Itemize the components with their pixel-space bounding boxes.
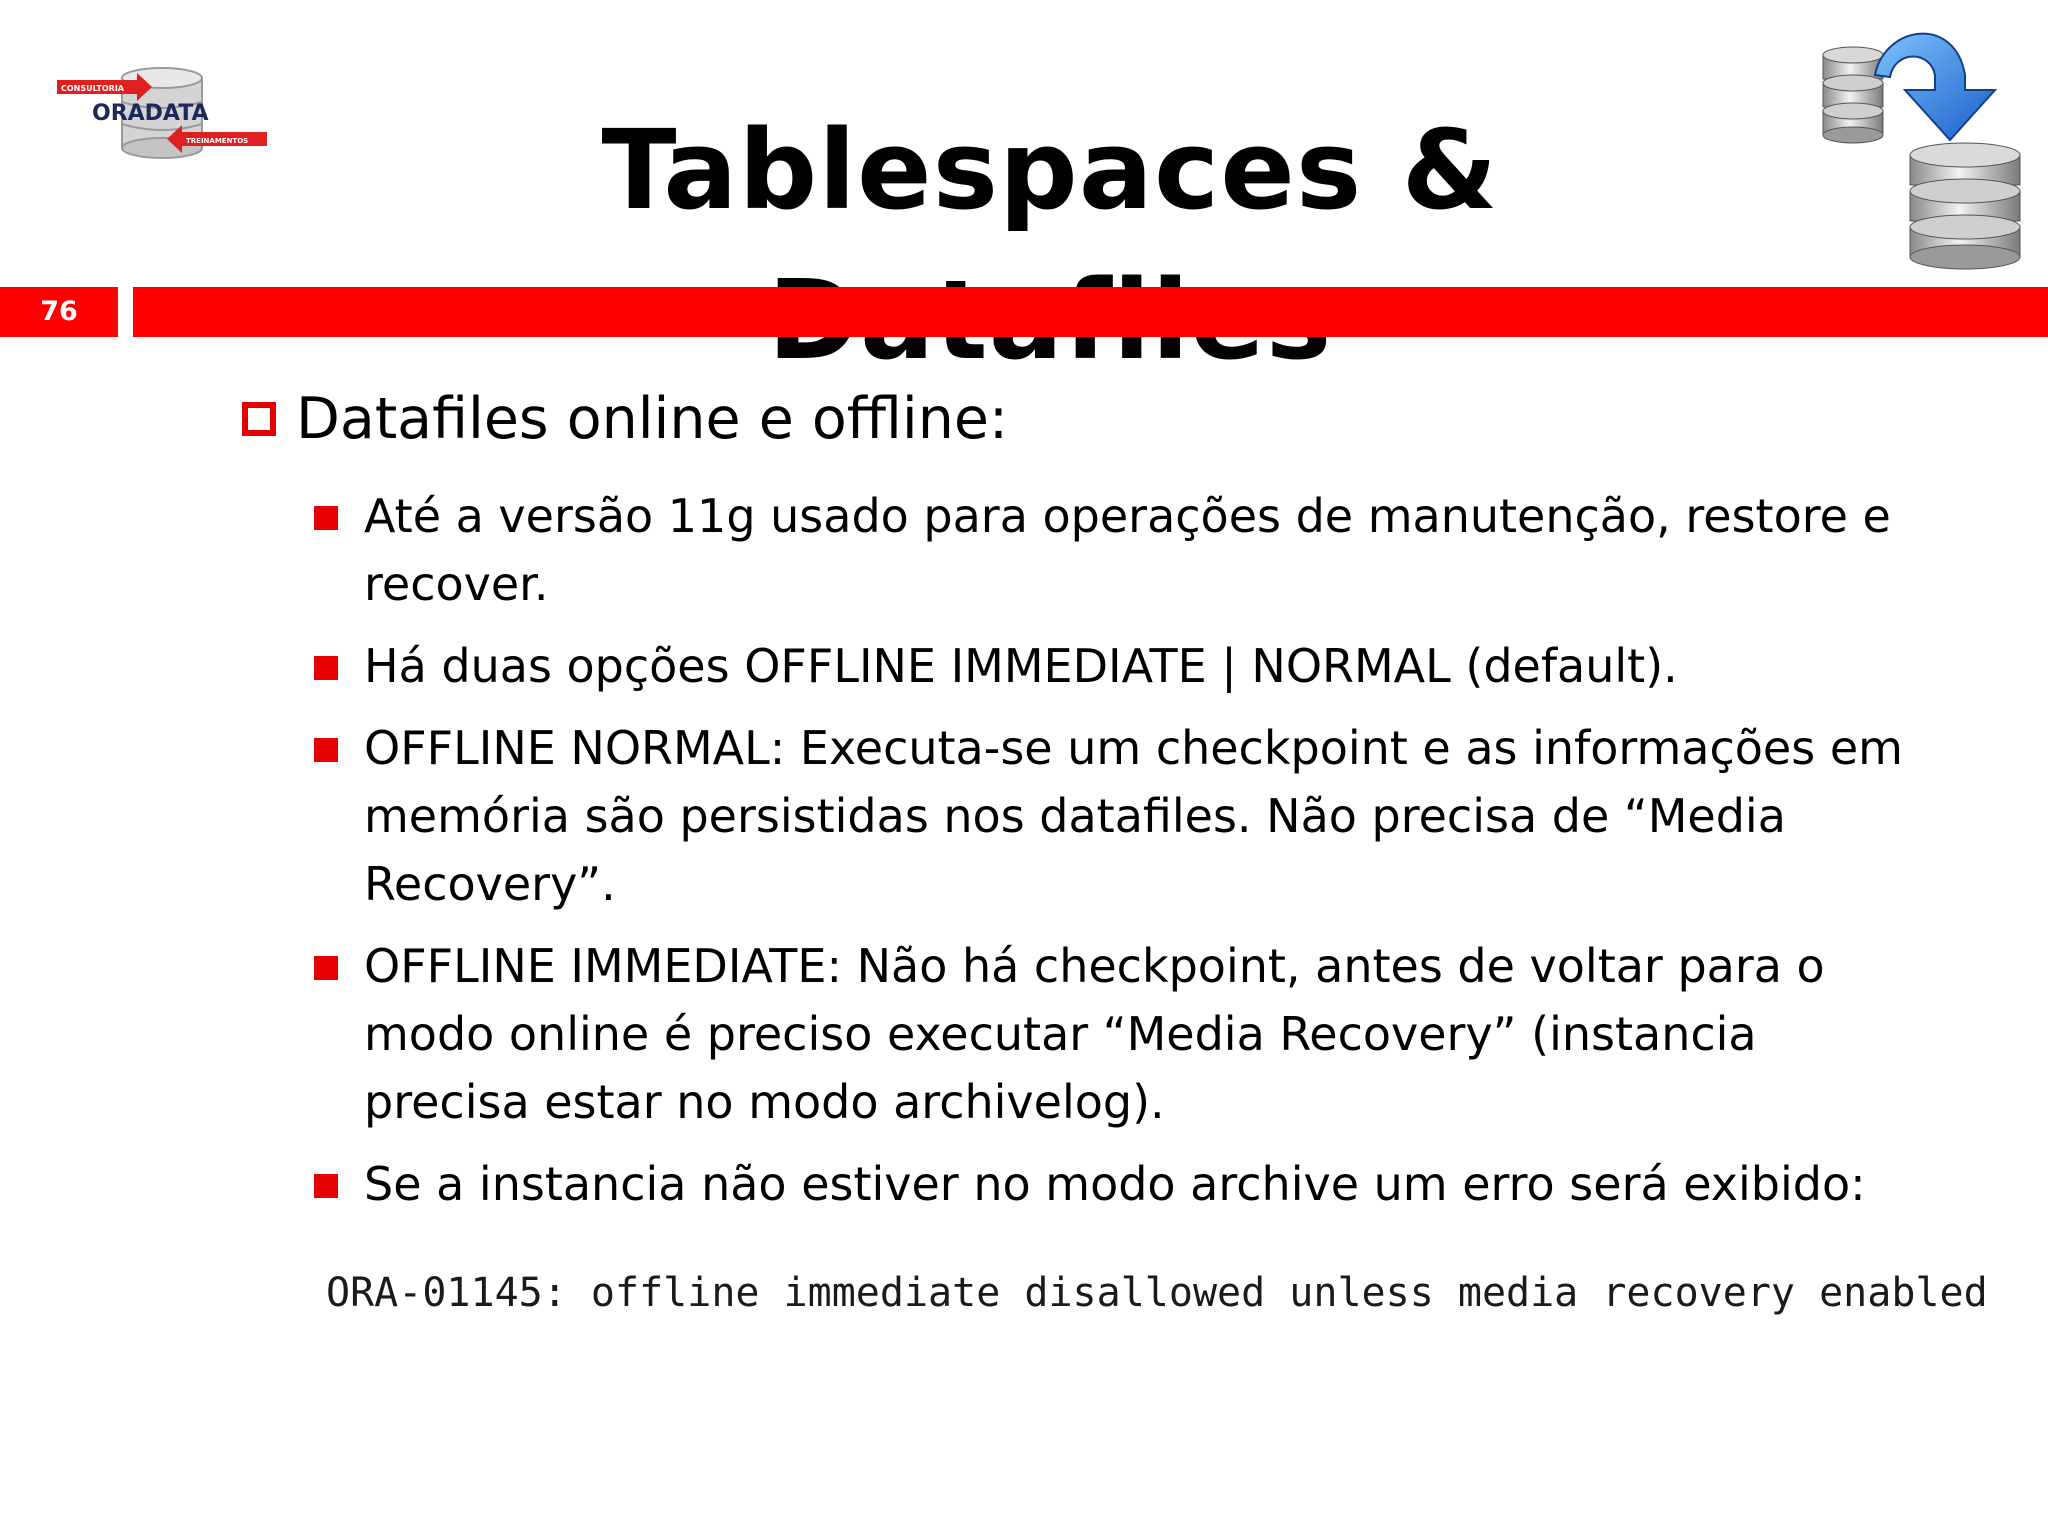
bullet-text: OFFLINE NORMAL: Executa-se um checkpoint e as informações em memória são persistidas nos datafiles. Não precisa de “Media Recovery”.: [364, 721, 1903, 911]
bullet-text: Se a instancia não estiver no modo archive um erro será exibido:: [364, 1157, 1866, 1211]
list-item: [314, 1150, 1962, 1218]
hollow-square-bullet-icon: [242, 402, 276, 436]
logo-brand: ORADATA: [92, 101, 209, 126]
slide-body: [242, 380, 1962, 1232]
list-item: [314, 714, 1962, 918]
section-heading: Datafiles online e offline:: [296, 386, 1009, 452]
list-item: [314, 482, 1962, 618]
list-item: [314, 632, 1962, 700]
oradata-logo: [52, 64, 272, 164]
bullet-text: OFFLINE IMMEDIATE: Não há checkpoint, antes de voltar para o modo online é preciso executar “Media Recovery” (instancia precisa estar no modo archivelog).: [364, 939, 1825, 1129]
list-item: [314, 932, 1962, 1136]
logo-tag-bottom: TREINAMENTOS: [186, 137, 249, 145]
slide-title: Tablespaces &: [601, 106, 1499, 234]
bullet-text: Até a versão 11g usado para operações de manutenção, restore e recover.: [364, 489, 1891, 611]
database-transfer-icon: [1815, 15, 2035, 275]
filled-square-bullet-icon: [314, 506, 338, 530]
heading-bullet-row: [242, 380, 1962, 458]
logo-tag-top: CONSULTORIA: [61, 84, 124, 93]
filled-square-bullet-icon: [314, 656, 338, 680]
page-number: 76: [0, 287, 118, 337]
header-divider: [133, 287, 2048, 337]
error-message: ORA-01145: offline immediate disallowed unless media recovery enabled: [326, 1270, 1988, 1316]
filled-square-bullet-icon: [314, 738, 338, 762]
oradata-logo-graphic: [52, 64, 272, 164]
filled-square-bullet-icon: [314, 956, 338, 980]
filled-square-bullet-icon: [314, 1174, 338, 1198]
bullet-text: Há duas opções OFFLINE IMMEDIATE | NORMAL (default).: [364, 639, 1678, 693]
